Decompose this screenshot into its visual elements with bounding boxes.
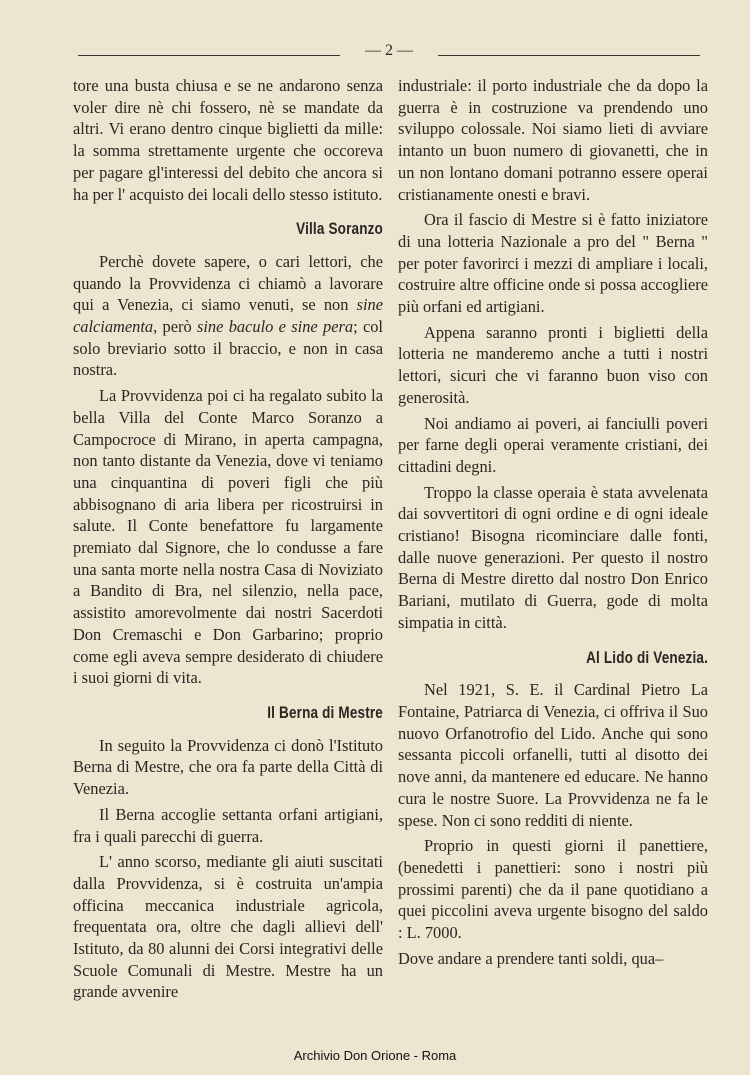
section-heading-villa-soranzo: Villa Soranzo: [296, 220, 383, 239]
paragraph: industriale: il porto industriale che da dopo la guerra è in costruzione va prendendo uno sviluppo colossale. Noi siamo lieti di avviare intanto un buon numero di giovanetti, che in un non lontano domani potranno essere operai cristianamente onesti e bravi.: [398, 76, 708, 204]
paragraph: Nel 1921, S. E. il Cardinal Pietro La Fontaine, Patriarca di Venezia, ci offriva il Suo nuovo Orfanotrofio del Lido. Anche qui sono sessanta piccoli orfanelli, tutti al disotto dei nove anni, da mantenere ed educare. Ne hanno cura le nostre Suore. La Provvidenza ne fa le spese. Non ci sono redditi di niente.: [398, 680, 708, 830]
left-column: [73, 75, 383, 1007]
paragraph: tore una busta chiusa e se ne andarono senza voler dire nè chi fossero, nè se mandate da altri. Vi erano dentro cinque biglietti da mille: la somma strettamente urgente che occoreva per pagare gl'interessi del debito che ancora si ha per l' acquisto dei locali dello stesso istituto.: [73, 76, 383, 204]
paragraph: Noi andiamo ai poveri, ai fanciulli poveri per farne degli operai veramente cristiani, dei cittadini degni.: [398, 413, 708, 476]
right-column: [398, 75, 708, 973]
section-heading-berna: Il Berna di Mestre: [267, 703, 383, 722]
paragraph: Proprio in questi giorni il panettiere, (benedetti i panettieri: sono i nostri più prossimi parenti) che da il pane quotidiano a quei piccolini aveva urgente bisogno del saldo : L. 7000.: [398, 836, 708, 943]
paragraph: Appena saranno pronti i biglietti della lotteria ne manderemo anche a tutti i nostri lettori, sicuri che vi faranno buon viso con generosità.: [398, 322, 708, 407]
paragraph: Troppo la classe operaia è stata avvelenata dai sovvertitori di ogni ordine e di ogni ideale cristiano! Bisogna ricominciare dalle fonti, dalle nuove generazioni. Per questo il nostro Berna di Mestre diretto dal nostro Don Enrico Bariani, mutilato di Guerra, gode di molta simpatia in città.: [398, 482, 708, 632]
paragraph: Dove andare a prendere tanti soldi, qua–: [398, 948, 664, 968]
footer-label: Archivio Don Orione - Roma: [293, 1048, 457, 1063]
paragraph: Perchè dovete sapere, o cari lettori, che quando la Provvidenza ci chiamò a lavorare qui a Venezia, ci siamo venuti, se non sine calciamenta, però sine baculo e sine pera; col solo breviario sotto il braccio, e non in casa nostra.: [73, 251, 383, 380]
archive-footer: [0, 1041, 750, 1075]
section-heading-lido: Al Lido di Venezia.: [586, 648, 708, 667]
page-number: — 2 —: [340, 42, 438, 60]
paragraph: La Provvidenza poi ci ha regalato subito la bella Villa del Conte Marco Soranzo a Campocroce di Mirano, in aperta campagna, non tanto distante da Venezia, dove vi teniamo una cinquantina di poveri figli che più abbisognano di aria libera per ricostruirsi in salute. Il Conte benefattore fu largamente premiato dal Signore, che lo condusse a fare una santa morte nella nostra Casa di Noviziato a Bandito di Bra, nel silenzio, nella pace, assistito amorevolmente dai nostri Sacerdoti Don Cremaschi e Don Garbarino; proprio come egli aveva sempre desiderato di chiudere i suoi giorni di vita.: [73, 386, 383, 688]
paragraph: L' anno scorso, mediante gli aiuti suscitati dalla Provvidenza, si è costruita un'ampia officina meccanica industriale agricola, frequentata ora, oltre che dagli allievi dell' Istituto, da 80 alunni dei Corsi integrativi delle Scuole Comunali di Mestre. Mestre ha un grande avvenire: [73, 852, 383, 1002]
paragraph: Ora il fascio di Mestre si è fatto iniziatore di una lotteria Nazionale a pro del " Berna " per poter favorirci i mezzi di ampliare i locali, costruire altre officine onde si possa accogliere più orfani ed artigiani.: [398, 210, 708, 317]
paragraph: Il Berna accoglie settanta orfani artigiani, fra i quali parecchi di guerra.: [73, 804, 383, 846]
paragraph: In seguito la Provvidenza ci donò l'Istituto Berna di Mestre, che ora fa parte della Città di Venezia.: [73, 735, 383, 799]
